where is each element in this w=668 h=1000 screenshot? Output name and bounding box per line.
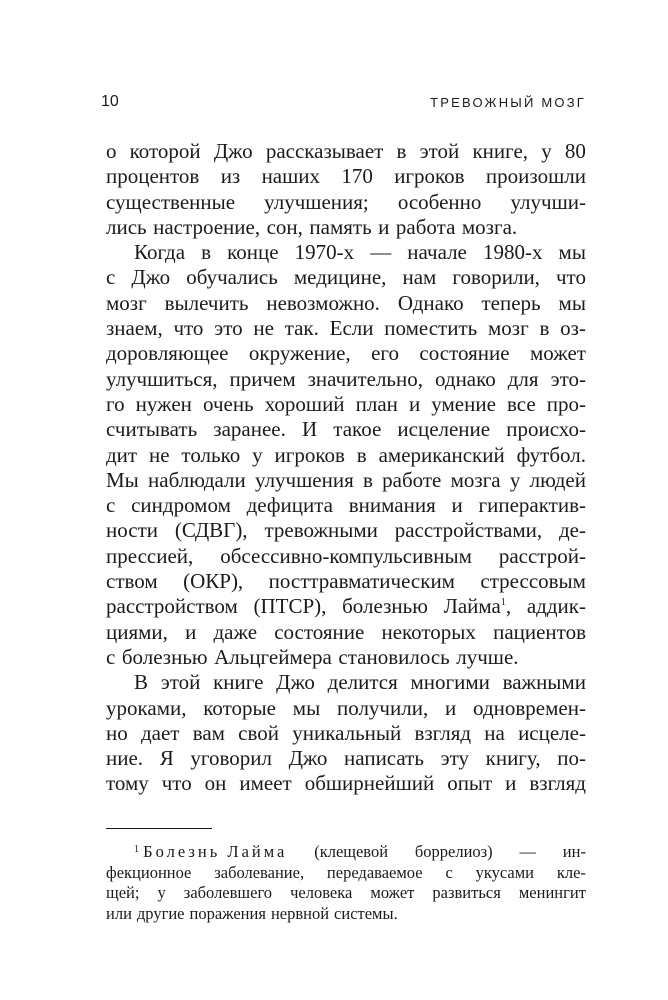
word: дает <box>140 720 180 745</box>
word: оз- <box>560 316 586 341</box>
word: мозга. <box>461 214 518 239</box>
word: ние. <box>106 746 144 771</box>
word: прессией, <box>106 543 194 568</box>
word: говорили, <box>452 265 540 290</box>
text-line <box>106 367 586 392</box>
footnote-rule <box>106 828 212 829</box>
word: рассказывает <box>265 139 384 163</box>
word: свой <box>238 720 280 745</box>
word: Если <box>329 316 374 341</box>
word: доровляющее <box>106 341 229 366</box>
word: причем <box>229 366 296 391</box>
word: окружение, <box>248 341 351 366</box>
word: фекционное <box>106 862 192 882</box>
word: с <box>106 644 116 669</box>
text-line <box>106 316 586 341</box>
word: дит <box>106 442 138 467</box>
word: произошли <box>485 164 586 189</box>
word: системы. <box>334 903 398 923</box>
word: мы <box>558 290 586 315</box>
text-line <box>106 265 586 290</box>
word: происхо- <box>506 417 586 442</box>
word: и <box>185 619 197 644</box>
word: посттравматическим <box>268 569 455 594</box>
word: особенно <box>397 189 482 214</box>
body-text <box>106 139 586 797</box>
word: умение <box>431 391 496 416</box>
word: но <box>106 720 128 745</box>
word: не <box>148 442 170 467</box>
word: у <box>541 139 552 163</box>
word: у <box>157 883 166 902</box>
word: болезнью <box>342 594 428 619</box>
word: боррелиоз) <box>414 842 493 861</box>
word: Когда <box>134 240 186 265</box>
word: эту <box>440 746 469 771</box>
word: (ПТСР), <box>253 594 327 619</box>
word: память <box>309 214 372 239</box>
word: Мы <box>106 467 139 492</box>
word: для <box>507 366 539 391</box>
word: работа <box>395 214 456 239</box>
word: у <box>509 467 521 492</box>
text-line <box>106 569 586 594</box>
word: или <box>106 903 132 923</box>
word: уговорил <box>190 746 272 771</box>
text-line <box>106 215 586 240</box>
footnote-reference[interactable]: 1 <box>500 597 506 609</box>
word: Джо <box>288 746 328 771</box>
word: которые <box>203 695 276 720</box>
word: настроение, <box>153 214 261 239</box>
word: с <box>106 493 116 518</box>
word: одновремен- <box>473 695 586 720</box>
word: исцеле- <box>518 720 586 745</box>
footnote-term: Болезнь Лайма <box>143 842 288 861</box>
word: что <box>161 771 192 796</box>
word: взгляд <box>529 771 586 796</box>
word: 80 <box>564 139 586 163</box>
word: (клещевой <box>314 842 389 861</box>
word: значительно, <box>307 366 423 391</box>
word: работе <box>382 467 442 492</box>
word: обучались <box>186 265 278 290</box>
word: получили, <box>336 695 429 720</box>
word: наших <box>261 164 321 189</box>
word: улучшиться, <box>106 366 218 391</box>
word: Джо <box>276 670 315 695</box>
word: Джо <box>131 265 171 290</box>
word: это <box>214 316 243 341</box>
word: что <box>173 316 204 341</box>
word: он <box>204 771 227 796</box>
word: дефицита <box>246 493 333 518</box>
text-line <box>106 518 586 543</box>
text-line <box>106 291 586 316</box>
word: наблюдали <box>148 467 246 492</box>
word: поражения <box>189 903 266 923</box>
word: аддик- <box>526 594 586 619</box>
word: в <box>396 139 407 163</box>
word: и <box>445 695 457 720</box>
word: книге, <box>472 139 529 163</box>
word: уникальный <box>292 720 402 745</box>
word: в <box>539 316 550 341</box>
word: в <box>362 467 373 492</box>
text-line <box>106 670 586 695</box>
word: процентов <box>106 164 200 189</box>
word: расстройством <box>106 594 238 619</box>
word: стрессовым <box>480 569 586 594</box>
word: тому <box>106 771 149 796</box>
text-line <box>106 620 586 645</box>
word: И <box>302 417 318 442</box>
word: 1980-х <box>482 240 543 265</box>
footnote-line <box>106 883 586 904</box>
word: нам <box>402 265 437 290</box>
word: на <box>484 720 505 745</box>
text-line <box>106 392 586 417</box>
word: обсессивно-компульсивным <box>220 543 472 568</box>
footnote-line <box>106 904 586 925</box>
word: ством <box>106 569 158 594</box>
word: Лайма$^1$, <box>443 594 512 619</box>
word: 1970-х <box>294 240 355 265</box>
word: невозможно. <box>266 290 380 315</box>
word: 170 <box>341 164 373 189</box>
word: по- <box>557 746 586 771</box>
word: состояние <box>419 341 510 366</box>
word: теперь <box>481 290 541 315</box>
word: в <box>201 240 212 265</box>
word: однако <box>434 366 496 391</box>
word: из <box>220 164 241 189</box>
word: начале <box>407 240 467 265</box>
word: нервной <box>270 903 330 923</box>
word: Однако <box>397 290 464 315</box>
word: взгляд <box>414 720 472 745</box>
word: и <box>505 771 517 796</box>
text-line <box>106 190 586 215</box>
word: заранее. <box>213 417 286 442</box>
word: и <box>408 391 421 416</box>
word: улучшения; <box>264 189 369 214</box>
word: (СДВГ), <box>174 518 248 543</box>
word: Джо <box>213 139 253 163</box>
word: циями, <box>106 619 168 644</box>
word: заболевание, <box>214 862 305 882</box>
word: лучше. <box>456 644 519 669</box>
page-number: 10 <box>101 93 119 110</box>
word: сон, <box>266 214 303 239</box>
word: пациентов <box>493 619 586 644</box>
text-line <box>106 746 586 771</box>
word: с <box>106 265 116 290</box>
word: его <box>371 341 399 366</box>
word: существенные <box>106 189 236 214</box>
word: хороший <box>264 391 345 416</box>
word: о <box>106 139 117 163</box>
word: это- <box>550 366 586 391</box>
word: менингит <box>518 883 586 902</box>
word: не <box>253 316 274 341</box>
word: имеет <box>239 771 292 796</box>
word: только <box>181 442 241 467</box>
word: с <box>445 862 453 882</box>
word: улучшения <box>255 467 354 492</box>
word: поместить <box>384 316 478 341</box>
word: про- <box>546 391 586 416</box>
word <box>134 842 287 863</box>
word: считывать <box>106 417 198 442</box>
word: человека <box>290 883 353 902</box>
footnote <box>106 842 586 924</box>
word: многими <box>410 670 490 695</box>
word: книгу, <box>485 746 541 771</box>
word: уроками, <box>106 695 187 720</box>
word: этой <box>160 670 201 695</box>
word: обширнейший <box>304 771 435 796</box>
word: другие <box>136 903 185 923</box>
word: Альцгеймера <box>214 644 332 669</box>
word: вам <box>192 720 225 745</box>
word: болезнью <box>121 644 208 669</box>
word: американский <box>378 442 505 467</box>
word: Я <box>159 746 174 771</box>
word: конце <box>227 240 279 265</box>
text-line <box>106 493 586 518</box>
word: футбол. <box>516 442 586 467</box>
word: которой <box>129 139 201 163</box>
word: мы <box>292 695 321 720</box>
word: — <box>370 240 392 265</box>
word: синдромом <box>131 493 231 518</box>
word: этой <box>419 139 460 163</box>
text-line <box>106 696 586 721</box>
footnote-line <box>106 863 586 884</box>
word: игроков <box>394 164 465 189</box>
word: го <box>106 391 125 416</box>
word: важными <box>502 670 586 695</box>
word: передаваемое <box>326 862 423 882</box>
word: и <box>451 493 463 518</box>
word: знаем, <box>106 316 163 341</box>
word: игроков <box>274 442 345 467</box>
text-line <box>106 164 586 189</box>
word: щей; <box>106 883 140 902</box>
word: делится <box>327 670 398 695</box>
word: — <box>519 842 536 861</box>
word: В <box>134 670 149 695</box>
word: исцеление <box>397 417 491 442</box>
text-line <box>106 468 586 493</box>
running-head: ТРЕВОЖНЫЙ МОЗГ <box>430 95 586 110</box>
word: мы <box>558 240 586 265</box>
word: мозг <box>487 316 529 341</box>
text-line <box>106 139 586 164</box>
word: (ОКР), <box>183 569 244 594</box>
word: внимания <box>348 493 436 518</box>
word: нужен <box>135 391 192 416</box>
text-line <box>106 417 586 442</box>
word: может <box>370 883 415 902</box>
text-line <box>106 443 586 468</box>
word: так. <box>284 316 319 341</box>
word: может <box>529 341 586 366</box>
word: у <box>252 442 263 467</box>
text-line <box>106 544 586 569</box>
word: все <box>506 391 536 416</box>
text-line <box>106 594 586 619</box>
word: очень <box>202 391 254 416</box>
word: опыт <box>447 771 493 796</box>
word: людей <box>529 467 586 492</box>
word: ин- <box>562 842 586 861</box>
word: медицине, <box>293 265 387 290</box>
text-line <box>106 721 586 746</box>
word: гиперактив- <box>478 493 586 518</box>
word: такое <box>333 417 382 442</box>
word: улучши- <box>510 189 586 214</box>
word: ности <box>106 518 158 543</box>
word: расстрой- <box>498 543 586 568</box>
word: кле- <box>556 862 586 882</box>
footnote-line <box>106 842 586 863</box>
text-line <box>106 341 586 366</box>
word: мозг <box>106 290 147 315</box>
text-line <box>106 645 586 670</box>
word: некоторых <box>381 619 476 644</box>
word: написать <box>344 746 424 771</box>
word: состояние <box>274 619 365 644</box>
word: развиться <box>432 883 501 902</box>
word: в <box>356 442 367 467</box>
word: что <box>555 265 586 290</box>
word: заболевшего <box>183 883 273 902</box>
text-line <box>106 240 586 265</box>
word: план <box>355 391 398 416</box>
word: мозга <box>450 467 501 492</box>
word: становилось <box>338 644 450 669</box>
word: де- <box>559 518 586 543</box>
footnote-marker: 1 <box>134 844 139 855</box>
word: и <box>378 214 390 239</box>
word: лись <box>106 214 147 239</box>
word: тревожными <box>264 518 378 543</box>
word: укусами <box>475 862 535 882</box>
word: вылечить <box>164 290 249 315</box>
text-line <box>106 771 586 796</box>
word: даже <box>213 619 258 644</box>
word: расстройствами, <box>394 518 543 543</box>
word: книге <box>213 670 264 695</box>
